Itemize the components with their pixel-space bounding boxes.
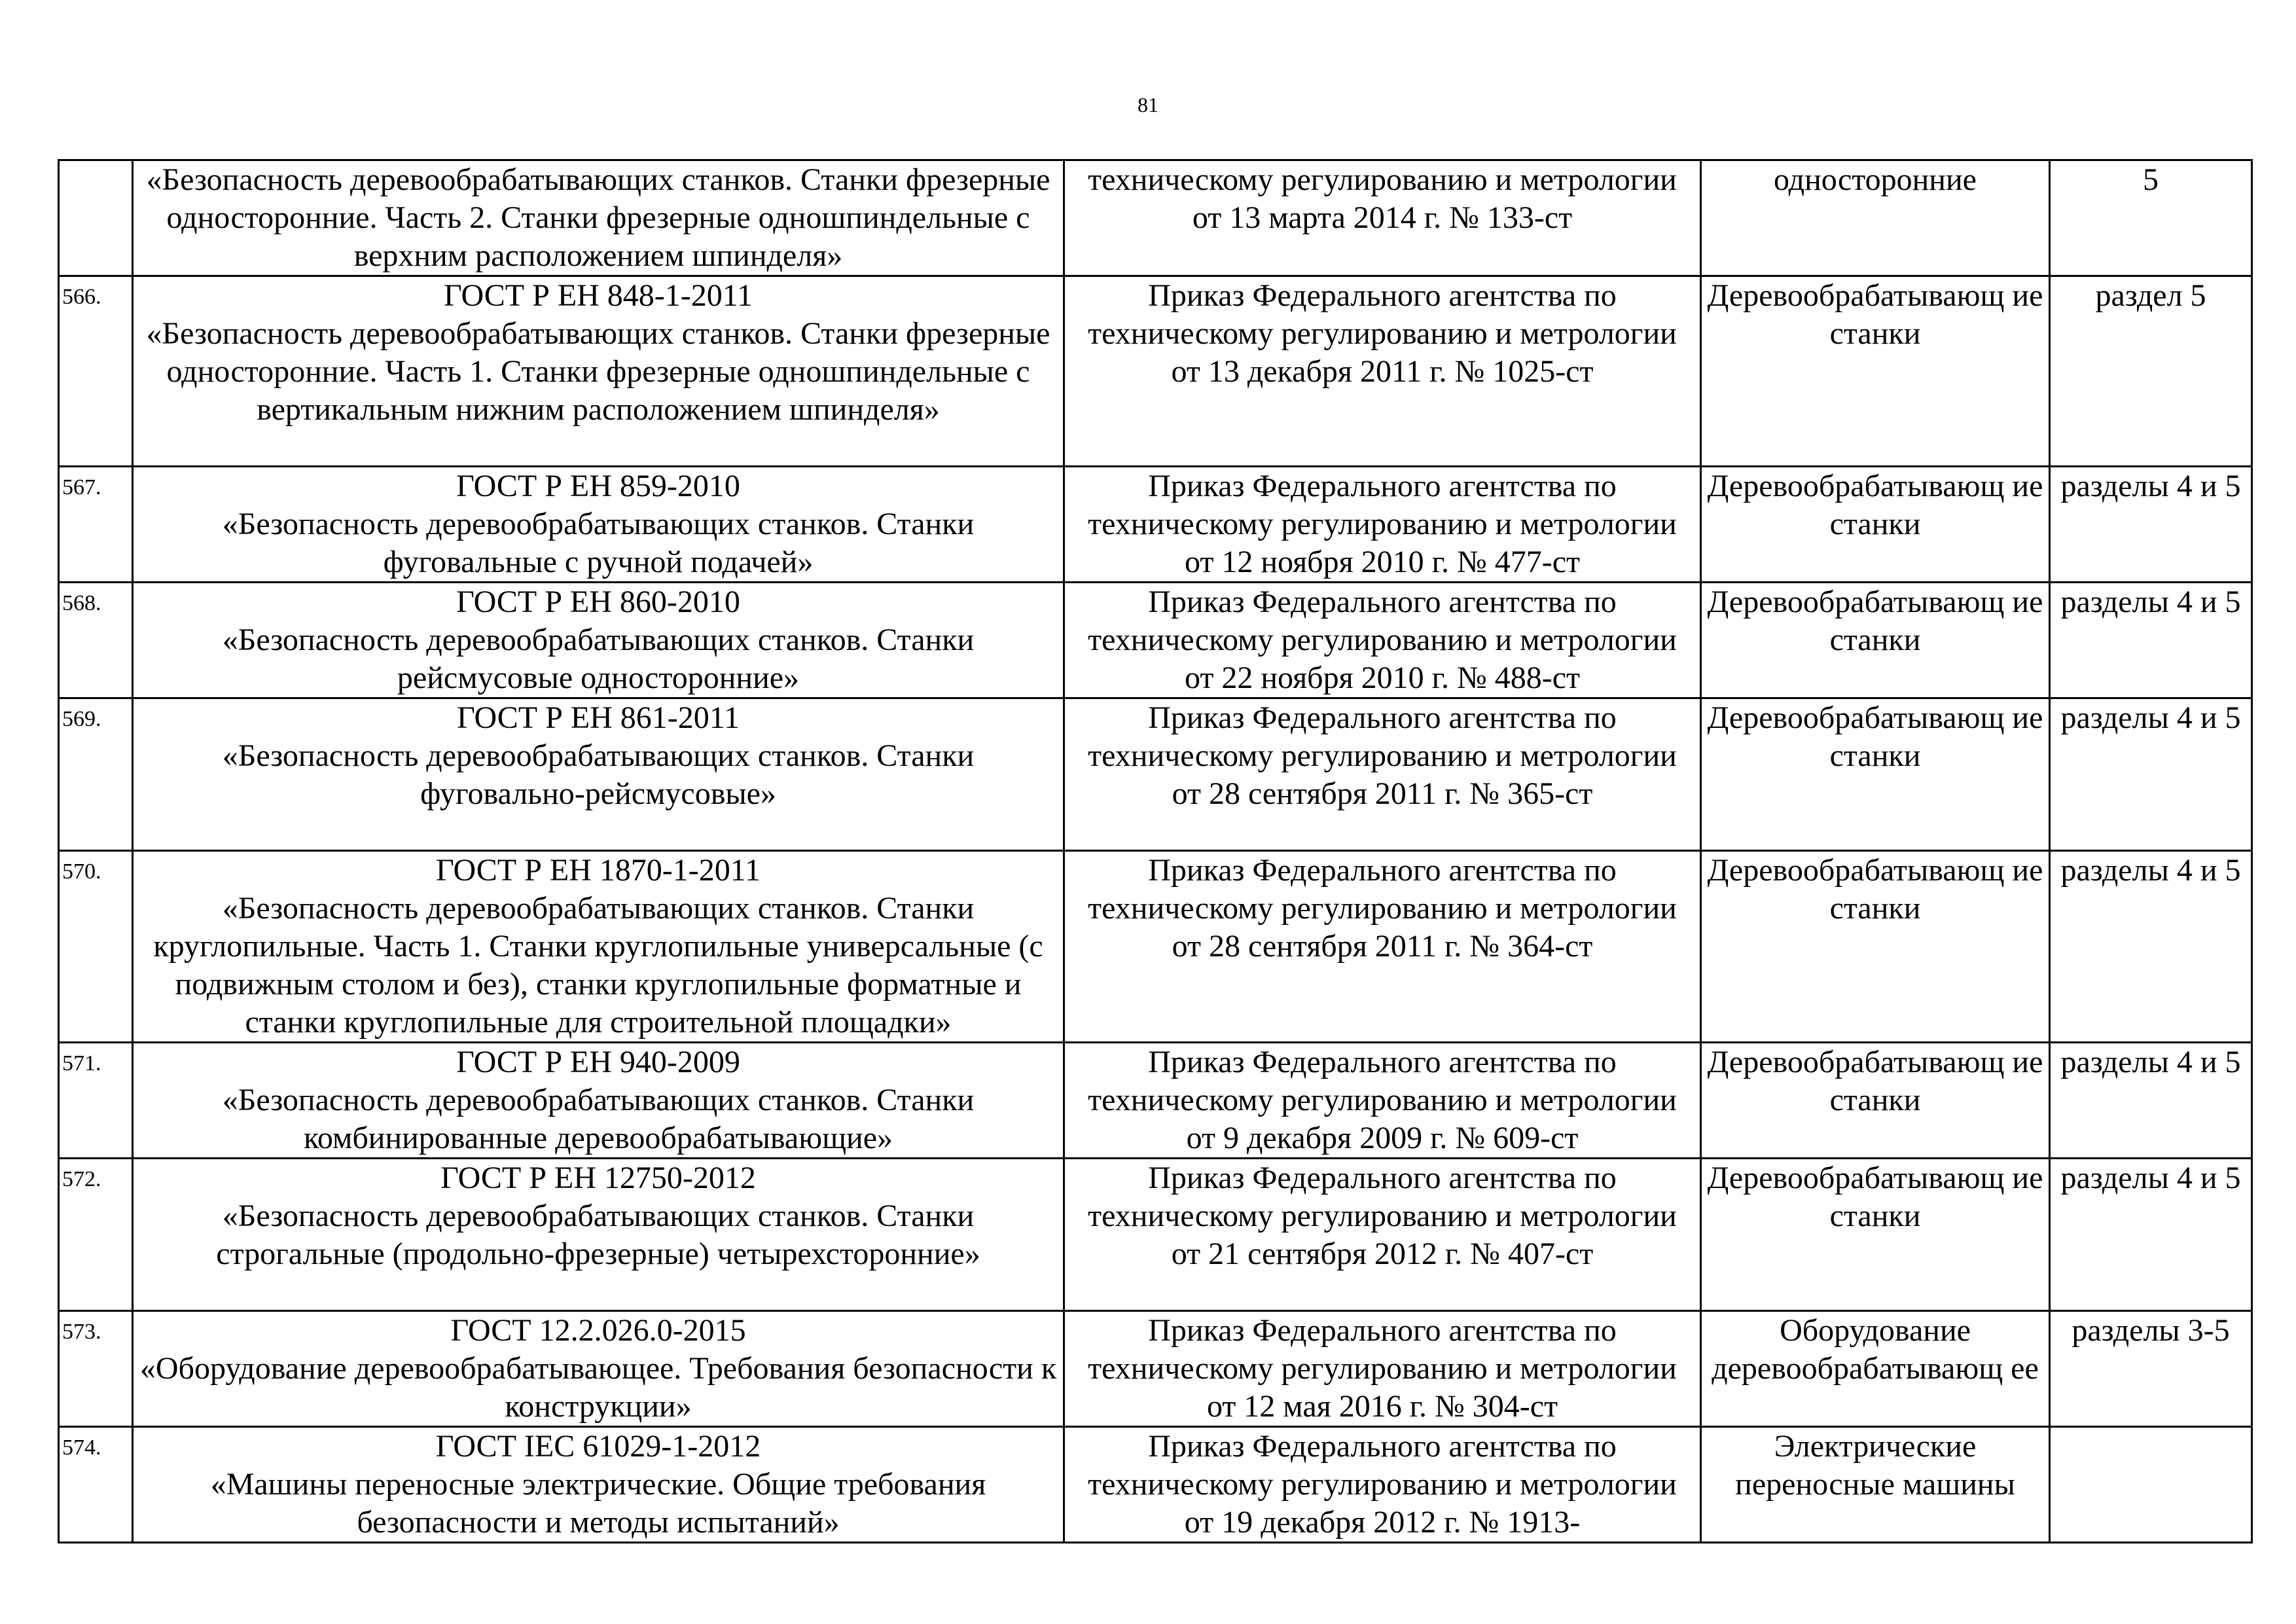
row-number: 574. xyxy=(59,1427,133,1543)
standard-cell xyxy=(133,698,1064,851)
approval-document: Приказ Федерального агентства по техническому регулированию и метрологии от 28 сентября 2011 г. № 364-ст xyxy=(1064,851,1701,1043)
approval-document: Приказ Федерального агентства по техническому регулированию и метрологии от 28 сентября 2011 г. № 365-ст xyxy=(1064,698,1701,851)
regulated-object: Деревообрабатывающ ие станки xyxy=(1701,1159,2050,1311)
standard-code: ГОСТ Р ЕН 940-2009 xyxy=(456,1045,740,1079)
approval-document: Приказ Федерального агентства по техническому регулированию и метрологии от 13 декабря 2011 г. № 1025-ст xyxy=(1064,276,1701,467)
row-number: 570. xyxy=(59,851,133,1043)
standard-cell xyxy=(133,160,1064,276)
regulated-object: Деревообрабатывающ ие станки xyxy=(1701,1043,2050,1159)
applicable-sections: разделы 3-5 xyxy=(2050,1311,2252,1427)
standard-title: «Безопасность деревообрабатывающих станков. Станки строгальные (продольно-фрезерные) четырехсторонние» xyxy=(216,1199,980,1271)
row-number: 567. xyxy=(59,467,133,583)
standard-title: «Машины переносные электрические. Общие требования безопасности и методы испытаний» xyxy=(210,1467,986,1540)
row-number: 566. xyxy=(59,276,133,467)
standard-cell xyxy=(133,1427,1064,1543)
row-number: 572. xyxy=(59,1159,133,1311)
standard-cell xyxy=(133,1311,1064,1427)
approval-document: Приказ Федерального агентства по техническому регулированию и метрологии от 19 декабря 2012 г. № 1913- xyxy=(1064,1427,1701,1543)
applicable-sections: разделы 4 и 5 xyxy=(2050,851,2252,1043)
standard-cell xyxy=(133,851,1064,1043)
row-number: 568. xyxy=(59,583,133,698)
standard-cell xyxy=(133,276,1064,467)
standard-title: «Оборудование деревообрабатывающее. Требования безопасности к конструкции» xyxy=(139,1351,1057,1424)
table-row xyxy=(59,467,2252,583)
row-number: 571. xyxy=(59,1043,133,1159)
approval-document: Приказ Федерального агентства по техническому регулированию и метрологии от 12 ноября 2010 г. № 477-ст xyxy=(1064,467,1701,583)
regulated-object: Деревообрабатывающ ие станки xyxy=(1701,467,2050,583)
standard-title: «Безопасность деревообрабатывающих станков. Станки комбинированные деревообрабатывающие» xyxy=(222,1083,975,1155)
table-row xyxy=(59,160,2252,276)
standard-code: ГОСТ Р ЕН 1870-1-2011 xyxy=(435,853,761,888)
page-number: 81 xyxy=(1138,93,1158,117)
regulated-object: Деревообрабатывающ ие станки xyxy=(1701,276,2050,467)
regulated-object: Деревообрабатывающ ие станки xyxy=(1701,698,2050,851)
applicable-sections: разделы 4 и 5 xyxy=(2050,1043,2252,1159)
standard-cell xyxy=(133,1043,1064,1159)
regulated-object: Деревообрабатывающ ие станки xyxy=(1701,851,2050,1043)
standard-cell xyxy=(133,467,1064,583)
standard-code: ГОСТ Р ЕН 859-2010 xyxy=(456,469,740,503)
regulated-object: Оборудование деревообрабатывающ ее xyxy=(1701,1311,2050,1427)
table-row xyxy=(59,851,2252,1043)
applicable-sections xyxy=(2050,1427,2252,1543)
standard-title: «Безопасность деревообрабатывающих станков. Станки фрезерные односторонние. Часть 2. Станки фрезерные одношпиндельные с верхним расположением шпинделя» xyxy=(146,162,1050,273)
standard-code: ГОСТ Р ЕН 848-1-2011 xyxy=(443,278,753,313)
applicable-sections: 5 xyxy=(2050,160,2252,276)
table-row xyxy=(59,698,2252,851)
applicable-sections: разделы 4 и 5 xyxy=(2050,1159,2252,1311)
standard-code: ГОСТ 12.2.026.0-2015 xyxy=(450,1313,746,1348)
approval-document: Приказ Федерального агентства по техническому регулированию и метрологии от 22 ноября 2010 г. № 488-ст xyxy=(1064,583,1701,698)
row-number xyxy=(59,160,133,276)
regulated-object: Деревообрабатывающ ие станки xyxy=(1701,583,2050,698)
standard-title: «Безопасность деревообрабатывающих станков. Станки фуговальные с ручной подачей» xyxy=(222,507,975,579)
approval-document: Приказ Федерального агентства по техническому регулированию и метрологии от 9 декабря 2009 г. № 609-ст xyxy=(1064,1043,1701,1159)
row-number: 569. xyxy=(59,698,133,851)
row-number: 573. xyxy=(59,1311,133,1427)
standard-title: «Безопасность деревообрабатывающих станков. Станки круглопильные. Часть 1. Станки круглопильные универсальные (с подвижным столом и без), станки круглопильные форматные и станки круглопильные для строительной площадки» xyxy=(153,891,1043,1039)
standard-code: ГОСТ Р ЕН 861-2011 xyxy=(456,700,740,735)
standards-table xyxy=(58,159,2253,1543)
standard-title: «Безопасность деревообрабатывающих станков. Станки фрезерные односторонние. Часть 1. Станки фрезерные одношпиндельные с вертикальным нижним расположением шпинделя» xyxy=(146,316,1050,427)
standard-code: ГОСТ Р ЕН 860-2010 xyxy=(456,585,740,619)
standard-title: «Безопасность деревообрабатывающих станков. Станки фуговально-рейсмусовые» xyxy=(222,738,975,811)
table-row xyxy=(59,1311,2252,1427)
approval-document: Приказ Федерального агентства по техническому регулированию и метрологии от 12 мая 2016 г. № 304-ст xyxy=(1064,1311,1701,1427)
applicable-sections: разделы 4 и 5 xyxy=(2050,583,2252,698)
table-row xyxy=(59,583,2252,698)
table-row xyxy=(59,1043,2252,1159)
approval-document: Приказ Федерального агентства по техническому регулированию и метрологии от 21 сентября 2012 г. № 407-ст xyxy=(1064,1159,1701,1311)
applicable-sections: раздел 5 xyxy=(2050,276,2252,467)
table-row xyxy=(59,1427,2252,1543)
applicable-sections: разделы 4 и 5 xyxy=(2050,467,2252,583)
table-row xyxy=(59,276,2252,467)
regulated-object: односторонние xyxy=(1701,160,2050,276)
table-row xyxy=(59,1159,2252,1311)
standard-code: ГОСТ IEC 61029-1-2012 xyxy=(435,1429,761,1464)
standard-cell xyxy=(133,1159,1064,1311)
regulated-object: Электрические переносные машины xyxy=(1701,1427,2050,1543)
approval-document: техническому регулированию и метрологии от 13 марта 2014 г. № 133-ст xyxy=(1064,160,1701,276)
standard-cell xyxy=(133,583,1064,698)
applicable-sections: разделы 4 и 5 xyxy=(2050,698,2252,851)
standard-code: ГОСТ Р ЕН 12750-2012 xyxy=(440,1161,756,1195)
standard-title: «Безопасность деревообрабатывающих станков. Станки рейсмусовые односторонние» xyxy=(222,623,975,695)
